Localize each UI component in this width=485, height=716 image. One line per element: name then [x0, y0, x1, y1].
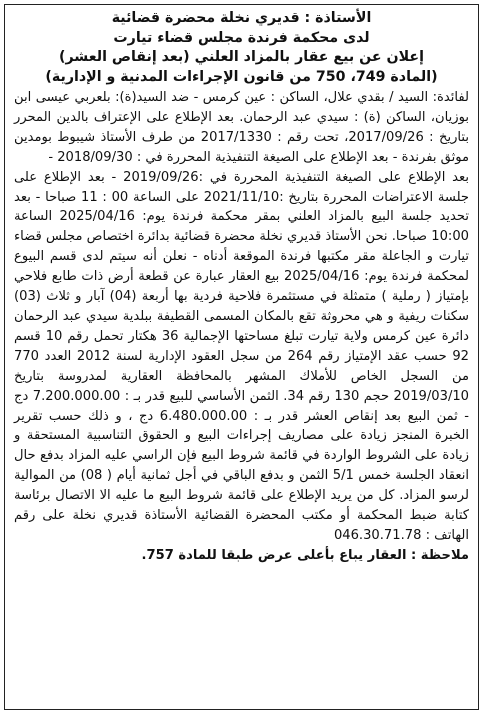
notice-header	[14, 9, 469, 87]
legal-articles: (المادة 749، 750 من قانون الإجراءات المدنية و الإدارية)	[45, 68, 438, 85]
notice-body	[14, 88, 469, 566]
paragraph-sale-details: بعد الإطلاع على الصيغة التنفيذية المحررة في :2019/09/26 - بعد الإطلاع على جلسة الاعتراضات المحررة بتاريخ :2021/11/10 على الساعة 00 : 11 صباحا - بعد تحديد جلسة البيع بالمزاد العلني بمقر محكمة فرندة يوم: 2025/04/16 الساعة 10:00 صباحا. نحن الأستاذ قديري نخلة محضرة قضائية بدائرة اختصاص مجلس قضاء تيارت و الجاعلة مقر مكتبها فرندة الموقعة أدناه - نعلن أنه سيتم لدى قسم البيوع لمحكمة فرندة يوم: 2025/04/16 بيع العقار عبارة عن قطعة أرض ذات طابع فلاحي بإمتياز ( رملية ) متمثلة في مستثمرة فلاحية فردية بها أربعة (04) آبار و ثلاث (03) سكنات ريفية و هي محروثة تقع بالمكان المسمى القطيفة ببلدية سيدي عبد الرحمان دائرة عين كرمس ولاية تيارت تبلغ مساحتها الإجمالية 36 هكتار تحمل رقم 10 قسم 92 حسب عقد الإمتياز رقم 264 من سجل العقود الإدارية لسنة 2012 العدد 770 من السجل الخاص للأملاك المشهر بالمحافظة العقارية لمدروسة بتاريخ 2019/03/10 حجم 130 رقم 34. الثمن الأساسي للبيع قدر بـ : 7.200.000.00 دج - ثمن البيع بعد إنقاص العشر قدر بـ : 6.480.000.00 دج ، و ذلك حسب تقرير الخبرة المنجز زيادة على مصاريف إجراءات البيع و الحقوق التناسبية المستحقة و زيادة على الشروط الواردة في قائمة شروط البيع فإن الراسي عليه المزاد بدفع حال انعقاد الجلسة خمس 5/1 الثمن و بدفع الباقي في أجل ثمانية أيام ( 08) من الموالية لرسو المزاد. كل من يريد الإطلاع على قائمة شروط البيع ما عليه الا الاتصال برئاسة كتابة ضبط المحكمة أو مكتب المحضرة القضائية الأستاذة قديري نخلة على رقم الهاتف : 046.30.71.78	[14, 169, 470, 543]
paragraph-parties: لفائدة: السيد / بقدي علال، الساكن : عين كرمس - ضد السيد(ة): بلعربي عيسى ابن بوزيان، الساكن (ة) : سيدي عبد الرحمان. بعد الإطلاع على الإعتراف بالدين المحرر بتاريخ : 2017/09/26، تحت رقم : 2017/1330 من طرف الأستاذ شيبوط بومدين موثق بفرندة - بعد الإطلاع على الصيغة التنفيذية المحررة في : 2018/09/30 -	[14, 90, 470, 165]
auction-announcement: إعلان عن بيع عقار بالمزاد العلني (بعد إنقاص العشر)	[59, 49, 424, 65]
legal-notice	[4, 4, 479, 710]
bailiff-title: الأستاذة : قديري نخلة محضرة قضائية	[111, 10, 372, 26]
sale-note: ملاحظة : العقار يباع بأعلى عرض طبقا للمادة 757.	[141, 547, 469, 563]
court-line: لدى محكمة فرندة مجلس قضاء تيارت	[113, 29, 370, 46]
